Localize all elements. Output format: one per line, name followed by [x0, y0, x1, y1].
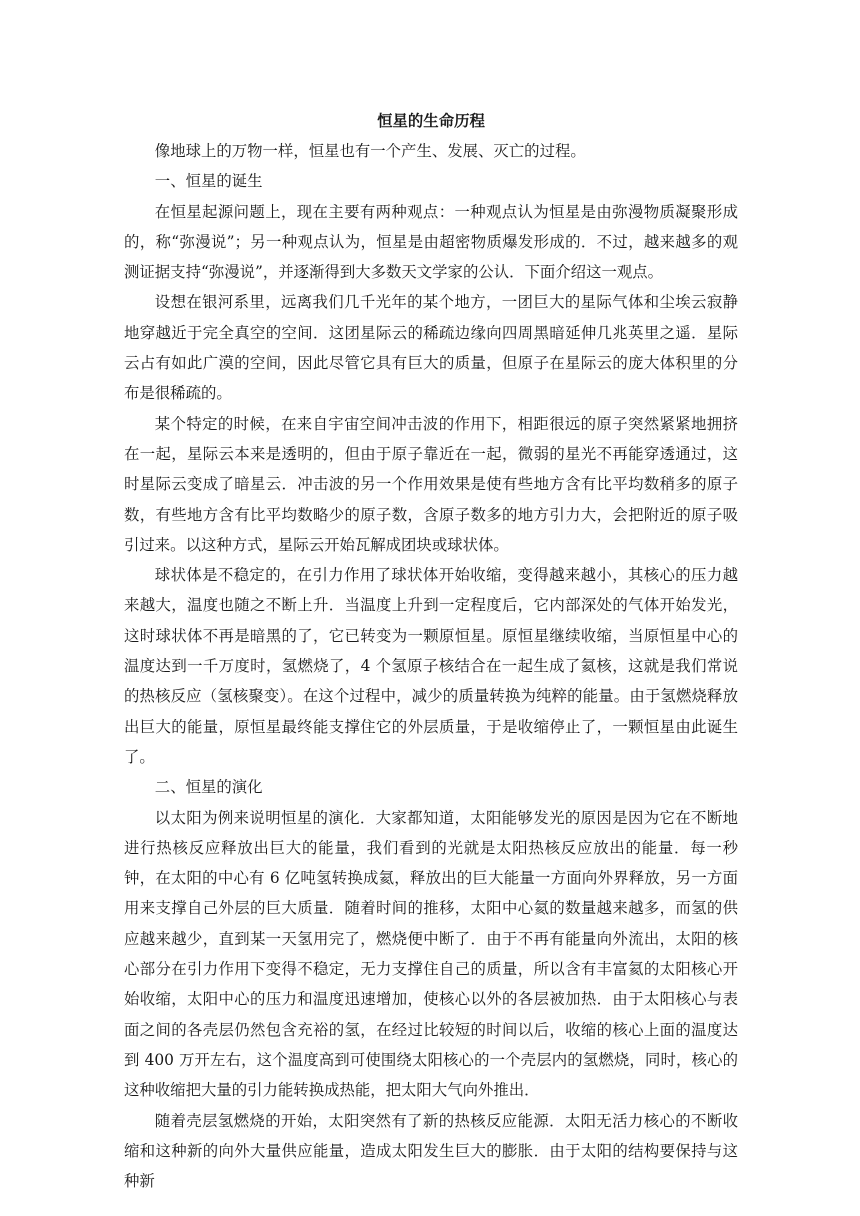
paragraph: 设想在银河系里，远离我们几千光年的某个地方，一团巨大的星际气体和尘埃云寂静地穿越近于完全真空的空间．这团星际云的稀疏边缘向四周黑暗延伸几兆英里之遥．星际云占有如此广漠的空间，因此尽管它具有巨大的质量，但原子在星际云的庞大体积里的分布是很稀疏的。 — [124, 293, 738, 403]
paragraph: 在恒星起源问题上，现在主要有两种观点：一种观点认为恒星是由弥漫物质凝聚形成的，称“弥漫说”；另一种观点认为，恒星是由超密物质爆发形成的．不过，越来越多的观测证据支持“弥漫说”，并逐渐得到大多数天文学家的公认．下面介绍这一观点。 — [124, 202, 738, 282]
section-heading-birth: 一、恒星的诞生 — [154, 172, 263, 191]
paragraph: 球状体是不稳定的，在引力作用了球状体开始收缩，变得越来越小，其核心的压力越来越大，温度也随之不断上升．当温度上升到一定程度后，它内部深处的气体开始发光，这时球状体不再是暗黑的了，它已转变为一颗原恒星。原恒星继续收缩，当原恒星中心的温度达到一千万度时，氢燃烧了，4 个氢原子核结合在一起生成了氦核，这就是我们常说的热核反应（氢核聚变）。在这个过程中，减少的质量转换为纯粹的能量。由于氢燃烧释放出巨大的能量，原恒星最终能支撑住它的外层质量，于是收缩停止了，一颗恒星由此诞生了。 — [124, 566, 738, 766]
paragraph: 以太阳为例来说明恒星的演化．大家都知道，太阳能够发光的原因是因为它在不断地进行热核反应释放出巨大的能量，我们看到的光就是太阳热核反应放出的能量．每一秒钟，在太阳的中心有 6 亿吨氢转换成氦，释放出的巨大能量一方面向外界释放，另一方面用来支撑自己外层的巨大质量．随着时间的推移，太阳中心氦的数量越来越多，而氢的供应越来越少，直到某一天氢用完了，燃烧便中断了．由于不再有能量向外流出，太阳的核心部分在引力作用下变得不稳定，无力支撑住自己的质量，所以含有丰富氦的太阳核心开始收缩，太阳中心的压力和温度迅速增加，使核心以外的各层被加热．由于太阳核心与表面之间的各壳层仍然包含充裕的氢，在经过比较短的时间以后，收缩的核心上面的温度达到 400 万开左右，这个温度高到可使围绕太阳核心的一个壳层内的氢燃烧，同时，核心的这种收缩把大量的引力能转换成热能，把太阳大气向外推出． — [124, 808, 738, 1100]
section-heading-evolution: 二、恒星的演化 — [154, 778, 263, 797]
paragraph: 随着壳层氢燃烧的开始，太阳突然有了新的热核反应能源．太阳无活力核心的不断收缩和这种新的向外大量供应能量，造成太阳发生巨大的膨胀．由于太阳的结构要保持与这种新 — [124, 1111, 738, 1191]
paragraph: 某个特定的时候，在来自宇宙空间冲击波的作用下，相距很远的原子突然紧紧地拥挤在一起，星际云本来是透明的，但由于原子靠近在一起，微弱的星光不再能穿透通过，这时星际云变成了暗星云．冲击波的另一个作用效果是使有些地方含有比平均数稍多的原子数，有些地方含有比平均数略少的原子数，含原子数多的地方引力大，会把附近的原子吸引过来。以这种方式，星际云开始瓦解成团块或球状体。 — [124, 414, 738, 554]
document-page — [124, 106, 738, 1196]
intro-paragraph: 像地球上的万物一样，恒星也有一个产生、发展、灭亡的过程。 — [154, 142, 586, 160]
document-title: 恒星的生命历程 — [377, 112, 485, 130]
